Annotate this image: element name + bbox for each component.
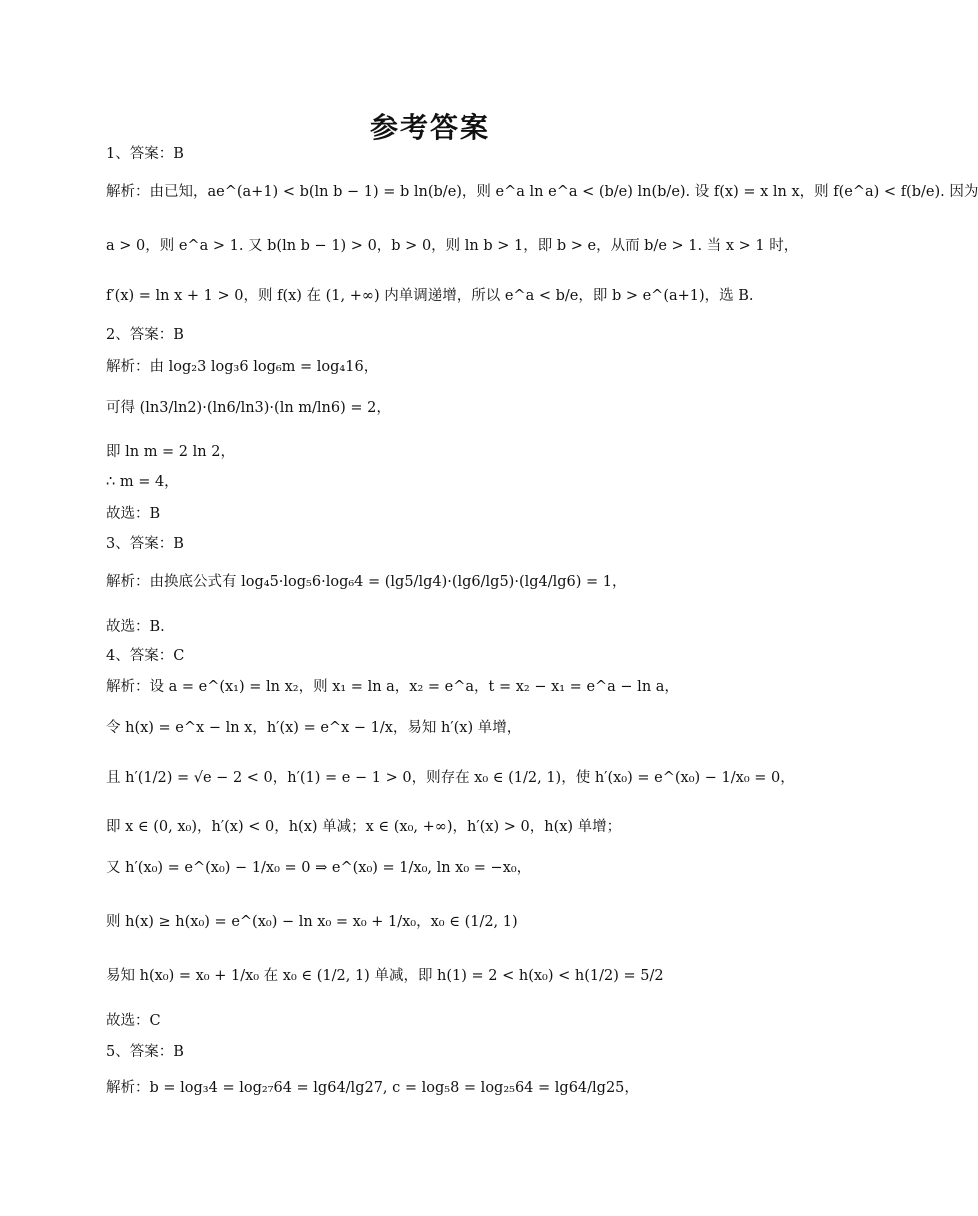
solution-line: 令 h(x) = e^x − ln x，h′(x) = e^x − 1/x，易知 h′(x) 单增， [106, 720, 522, 736]
solution-line: 即 ln m = 2 ln 2， [106, 444, 235, 460]
solution-line: 即 x ∈ (0, x₀)，h′(x) < 0，h(x) 单减；x ∈ (x₀, +∞)，h′(x) > 0，h(x) 单增； [106, 819, 622, 835]
solution-line: 解析：设 a = e^(x₁) = ln x₂，则 x₁ = ln a，x₂ = e^a，t = x₂ − x₁ = e^a − ln a， [106, 679, 679, 695]
solution-line: f′(x) = ln x + 1 > 0，则 f(x) 在 (1, +∞) 内单调递增，所以 e^a < b/e，即 b > e^(a+1)，选 B. [106, 288, 754, 304]
solution-line: 可得 (ln3/ln2)·(ln6/ln3)·(ln m/ln6) = 2， [106, 400, 391, 416]
answer-line: 2、答案：B [106, 327, 184, 343]
solution-line: 解析：b = log₃4 = log₂₇64 = lg64/lg27, c = log₅8 = log₂₅64 = lg64/lg25， [106, 1080, 639, 1096]
solution-line: 又 h′(x₀) = e^(x₀) − 1/x₀ = 0 ⇒ e^(x₀) = 1/x₀, ln x₀ = −x₀， [106, 860, 532, 876]
solution-line: 故选：C [106, 1013, 161, 1029]
answer-line: 1、答案：B [106, 146, 184, 162]
answer-line: 3、答案：B [106, 536, 184, 552]
solution-line: a > 0，则 e^a > 1. 又 b(ln b − 1) > 0，b > 0，则 ln b > 1，即 b > e，从而 b/e > 1. 当 x > 1 时， [106, 238, 799, 254]
page-title: 参考答案 [369, 111, 490, 144]
solution-line: 解析：由已知，ae^(a+1) < b(ln b − 1) = b ln(b/e)，则 e^a ln e^a < (b/e) ln(b/e). 设 f(x) = x ln x，则 f(e^a) < f(b/e). 因为 [106, 184, 978, 200]
solution-line: 故选：B. [106, 619, 165, 635]
solution-line: 故选：B [106, 506, 161, 522]
answer-line: 4、答案：C [106, 648, 185, 664]
answer-line: 5、答案：B [106, 1044, 184, 1060]
solution-line: 易知 h(x₀) = x₀ + 1/x₀ 在 x₀ ∈ (1/2, 1) 单减，即 h(1) = 2 < h(x₀) < h(1/2) = 5/2 [106, 968, 664, 984]
solution-line: 则 h(x) ≥ h(x₀) = e^(x₀) − ln x₀ = x₀ + 1/x₀，x₀ ∈ (1/2, 1) [106, 914, 518, 930]
solution-line: 解析：由 log₂3 log₃6 log₆m = log₄16， [106, 359, 379, 375]
solution-line: 解析：由换底公式有 log₄5·log₅6·log₆4 = (lg5/lg4)·(lg6/lg5)·(lg4/lg6) = 1， [106, 574, 627, 590]
solution-line: 且 h′(1/2) = √e − 2 < 0，h′(1) = e − 1 > 0，则存在 x₀ ∈ (1/2, 1)，使 h′(x₀) = e^(x₀) − 1/x₀ = 0， [106, 770, 795, 786]
solution-line: ∴ m = 4， [106, 474, 179, 490]
